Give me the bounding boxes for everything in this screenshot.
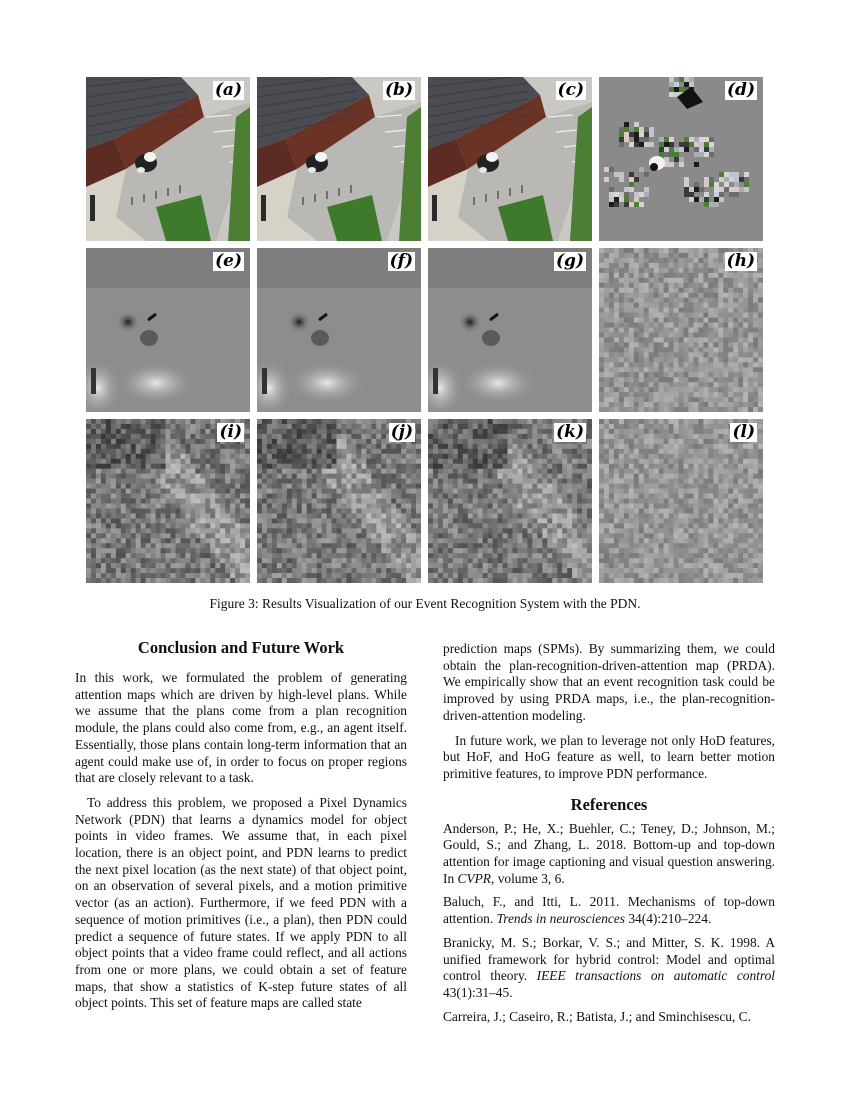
panel-image: [599, 419, 763, 583]
panel-image: [428, 248, 592, 412]
panel-e: [86, 248, 250, 412]
panel-k: [428, 419, 592, 583]
paragraph: In this work, we formulated the problem of generating attention maps which are driven by high-level plans. While we assume that the plans come from a plan recognition module, the plans could also come from, e.g., an agent itself. Essentially, those plans contain long-term information that an agent could make use of, in order to focus on proper regions that are closely relevant to a task.: [75, 670, 407, 786]
reference-text: Branicky, M. S.; Borkar, V. S.; and Mitter, S. K. 1998. A unified framework for hybrid control: Model and optimal control theory.: [443, 934, 775, 984]
reference-item: [443, 935, 775, 1002]
panel-i: [86, 419, 250, 583]
figure-caption: Figure 3: Results Visualization of our Event Recognition System with the PDN.: [209, 596, 641, 611]
right-column: [443, 641, 775, 1032]
reference-text: Carreira, J.; Caseiro, R.; Batista, J.; and Sminchisescu, C.: [443, 1008, 751, 1024]
panel-b: [257, 77, 421, 241]
reference-item: [443, 821, 775, 888]
panel-label: (j): [390, 422, 413, 442]
reference-text: Baluch, F., and Itti, L. 2011. Mechanisms of top-down attention.: [443, 894, 775, 927]
panel-image: [428, 77, 592, 241]
panel-image: [86, 419, 250, 583]
panel-label: (i): [219, 422, 242, 442]
panel-label: (h): [726, 251, 755, 271]
panel-label: (e): [215, 251, 242, 271]
panel-image: [599, 248, 763, 412]
panel-image: [86, 248, 250, 412]
panel-label: (c): [557, 80, 584, 100]
panel-g: [428, 248, 592, 412]
panel-label: (a): [214, 80, 242, 100]
panel-image: [86, 77, 250, 241]
panel-c: [428, 77, 592, 241]
paragraph: In future work, we plan to leverage not only HoD features, but HoF, and HoG feature as well, to learn better motion primitive features, to improve PDN performance.: [443, 732, 775, 781]
reference-tail: , volume 3, 6.: [491, 870, 565, 886]
panel-label: (d): [727, 80, 755, 100]
panel-label: (l): [732, 422, 755, 442]
panel-f: [257, 248, 421, 412]
left-column: [75, 638, 407, 1020]
panel-label: (f): [389, 251, 413, 271]
section-heading: Conclusion and Future Work: [137, 638, 345, 657]
reference-tail: 34(4):210–224.: [625, 911, 712, 927]
panel-a: [86, 77, 250, 241]
reference-text: Anderson, P.; He, X.; Buehler, C.; Teney, D.; Johnson, M.; Gould, S.; and Zhang, L. 2018. Bottom-up and top-down attention for image captioning and visual question answering. In: [443, 820, 775, 886]
panel-label: (g): [556, 251, 584, 271]
panel-image: [428, 419, 592, 583]
panel-l: [599, 419, 763, 583]
paragraph: prediction maps (SPMs). By summarizing them, we could obtain the plan-recognition-driven-attention map (PRDA). We empirically show that an event recognition task could be improved by using PRDA maps, i.e., the plan-recognition-driven-attention modeling.: [443, 641, 775, 723]
panel-image: [599, 77, 763, 241]
panel-label: (b): [385, 80, 413, 100]
panel-j: [257, 419, 421, 583]
panel-image: [257, 419, 421, 583]
panel-image: [257, 248, 421, 412]
panel-d: [599, 77, 763, 241]
reference-venue: IEEE transactions on automatic control: [536, 968, 776, 984]
reference-item: [443, 894, 775, 927]
reference-venue: Trends in neurosciences: [496, 911, 625, 927]
paragraph: To address this problem, we proposed a Pixel Dynamics Network (PDN) that learns a dynamics model for object points in video frames. We assume that, in each pixel location, there is an object point, and PDN learns to predict the next pixel location (as the next state) of that object point, on an observation of several pixels, and a motion primitive vector (as an action). Furthermore, if we feed PDN with a sequence of motion primitives (i.e., a plan), then PDN could predict a sequence of future states. If we apply PDN to all object points that a video frame could reflect, and all actions from one or more plans, we could obtain a set of feature maps, that show a statistics of K-step future states of all object points. This set of feature maps are called state: [75, 794, 407, 1011]
reference-item: [443, 1009, 775, 1026]
references-heading: References: [570, 794, 648, 814]
reference-tail: 43(1):31–45.: [443, 984, 513, 1000]
panel-label: (k): [556, 422, 584, 442]
panel-image: [257, 77, 421, 241]
panel-h: [599, 248, 763, 412]
reference-venue: CVPR: [457, 870, 491, 886]
